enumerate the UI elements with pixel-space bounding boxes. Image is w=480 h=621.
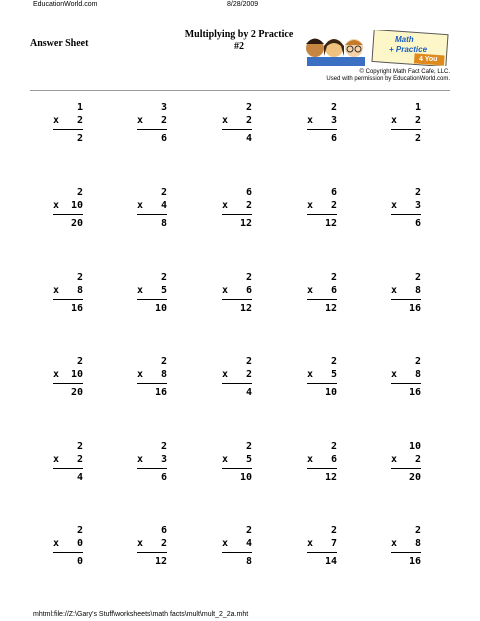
times-sign: x xyxy=(391,369,398,380)
answer: 20 xyxy=(408,472,421,483)
answer-line xyxy=(53,552,83,553)
answer: 12 xyxy=(324,303,337,314)
answer-line xyxy=(391,214,421,215)
multiplicand: 1 xyxy=(76,102,83,113)
answer: 20 xyxy=(70,218,83,229)
problem xyxy=(53,355,83,407)
multiplicand: 2 xyxy=(76,187,83,198)
multiplier: 8 xyxy=(414,285,421,296)
answer-line xyxy=(222,468,252,469)
answer: 14 xyxy=(324,556,337,567)
times-sign: x xyxy=(307,285,314,296)
problem xyxy=(137,186,167,238)
problem xyxy=(391,524,421,576)
problem xyxy=(391,271,421,323)
footer-path: mhtml:file://Z:\Gary's Stuff\worksheets\math facts\mult\mult_2_2a.mht xyxy=(33,611,249,618)
problem xyxy=(137,271,167,323)
times-sign: x xyxy=(53,538,60,549)
times-sign: x xyxy=(53,369,60,380)
copyright-line-1: © Copyright Math Fact Cafe, LLC. xyxy=(359,69,450,75)
answer-line xyxy=(307,552,337,553)
multiplier: 2 xyxy=(245,115,252,126)
title-line-2: #2 xyxy=(234,41,244,52)
times-sign: x xyxy=(222,285,229,296)
times-sign: x xyxy=(137,115,144,126)
problem xyxy=(222,186,252,238)
times-sign: x xyxy=(137,538,144,549)
times-sign: x xyxy=(222,369,229,380)
problem xyxy=(391,186,421,238)
multiplier: 2 xyxy=(330,200,337,211)
multiplier: 5 xyxy=(330,369,337,380)
answer-line xyxy=(137,552,167,553)
logo-text-1: Math xyxy=(395,35,414,44)
problem xyxy=(222,271,252,323)
times-sign: x xyxy=(391,200,398,211)
multiplier: 7 xyxy=(330,538,337,549)
multiplicand: 2 xyxy=(160,356,167,367)
answer-line xyxy=(137,468,167,469)
answer: 12 xyxy=(239,303,252,314)
problem xyxy=(307,440,337,492)
multiplicand: 3 xyxy=(160,102,167,113)
times-sign: x xyxy=(222,200,229,211)
multiplicand: 2 xyxy=(76,525,83,536)
multiplicand: 6 xyxy=(245,187,252,198)
copyright-line-2: Used with permission by EducationWorld.com. xyxy=(326,76,450,82)
times-sign: x xyxy=(222,115,229,126)
multiplicand: 2 xyxy=(245,441,252,452)
answer-line xyxy=(391,129,421,130)
multiplier: 2 xyxy=(245,200,252,211)
multiplier: 6 xyxy=(330,454,337,465)
answer-line xyxy=(53,468,83,469)
answer: 16 xyxy=(408,387,421,398)
problem xyxy=(137,101,167,153)
multiplicand: 2 xyxy=(76,356,83,367)
times-sign: x xyxy=(391,454,398,465)
problem xyxy=(53,524,83,576)
answer: 16 xyxy=(408,303,421,314)
problem xyxy=(391,355,421,407)
multiplicand: 6 xyxy=(160,525,167,536)
multiplicand: 2 xyxy=(414,356,421,367)
multiplicand: 2 xyxy=(76,441,83,452)
answer: 10 xyxy=(324,387,337,398)
problem xyxy=(53,440,83,492)
worksheet-title xyxy=(165,29,313,53)
answer: 12 xyxy=(324,218,337,229)
answer: 2 xyxy=(414,133,421,144)
times-sign: x xyxy=(137,285,144,296)
answer-line xyxy=(137,214,167,215)
problem xyxy=(307,524,337,576)
answer-line xyxy=(222,383,252,384)
times-sign: x xyxy=(137,200,144,211)
multiplier: 4 xyxy=(245,538,252,549)
multiplicand: 2 xyxy=(160,441,167,452)
times-sign: x xyxy=(307,538,314,549)
multiplicand: 2 xyxy=(160,187,167,198)
times-sign: x xyxy=(307,200,314,211)
answer-line xyxy=(307,214,337,215)
problem xyxy=(391,101,421,153)
answer: 20 xyxy=(70,387,83,398)
answer-line xyxy=(391,383,421,384)
multiplier: 0 xyxy=(76,538,83,549)
answer: 16 xyxy=(408,556,421,567)
times-sign: x xyxy=(137,369,144,380)
problem xyxy=(222,101,252,153)
answer: 8 xyxy=(160,218,167,229)
answer: 6 xyxy=(330,133,337,144)
print-date: 8/28/2009 xyxy=(227,1,259,8)
times-sign: x xyxy=(391,285,398,296)
answer-line xyxy=(307,383,337,384)
answer-line xyxy=(307,129,337,130)
answer: 12 xyxy=(239,218,252,229)
multiplier: 6 xyxy=(330,285,337,296)
multiplier: 4 xyxy=(160,200,167,211)
kids-illustration-icon xyxy=(306,39,365,67)
answer: 10 xyxy=(239,472,252,483)
multiplicand: 2 xyxy=(414,272,421,283)
answer: 2 xyxy=(76,133,83,144)
times-sign: x xyxy=(53,200,60,211)
times-sign: x xyxy=(307,369,314,380)
multiplicand: 1 xyxy=(414,102,421,113)
multiplicand: 2 xyxy=(245,272,252,283)
multiplier: 2 xyxy=(160,115,167,126)
multiplicand: 2 xyxy=(330,102,337,113)
multiplicand: 2 xyxy=(245,102,252,113)
multiplier: 2 xyxy=(76,454,83,465)
answer-line xyxy=(391,468,421,469)
times-sign: x xyxy=(53,454,60,465)
header-divider xyxy=(30,90,450,91)
multiplier: 8 xyxy=(76,285,83,296)
problem xyxy=(307,271,337,323)
problem xyxy=(137,355,167,407)
answer: 0 xyxy=(76,556,83,567)
times-sign: x xyxy=(137,454,144,465)
problem xyxy=(307,186,337,238)
multiplicand: 2 xyxy=(245,356,252,367)
answer-line xyxy=(53,299,83,300)
multiplier: 2 xyxy=(245,369,252,380)
site-name: EducationWorld.com xyxy=(33,1,98,8)
answer-line xyxy=(307,299,337,300)
answer: 16 xyxy=(70,303,83,314)
answer-line xyxy=(53,214,83,215)
answer-line xyxy=(137,299,167,300)
answer: 16 xyxy=(154,387,167,398)
answer-line xyxy=(222,299,252,300)
answer-line xyxy=(137,129,167,130)
answer-line xyxy=(391,552,421,553)
answer: 4 xyxy=(76,472,83,483)
multiplier: 8 xyxy=(160,369,167,380)
answer-line xyxy=(222,214,252,215)
answer-line xyxy=(222,129,252,130)
multiplicand: 6 xyxy=(330,187,337,198)
logo-text-2: + Practice xyxy=(389,45,428,54)
multiplier: 2 xyxy=(160,538,167,549)
multiplicand: 10 xyxy=(408,441,421,452)
multiplicand: 2 xyxy=(330,441,337,452)
multiplier: 3 xyxy=(330,115,337,126)
multiplicand: 2 xyxy=(76,272,83,283)
problem xyxy=(222,524,252,576)
multiplier: 3 xyxy=(160,454,167,465)
logo-text-3: 4 You xyxy=(419,56,438,63)
multiplier: 2 xyxy=(414,454,421,465)
problem xyxy=(222,355,252,407)
problem xyxy=(137,524,167,576)
problem xyxy=(137,440,167,492)
multiplier: 6 xyxy=(245,285,252,296)
answer-line xyxy=(222,552,252,553)
answer: 6 xyxy=(160,472,167,483)
multiplier: 8 xyxy=(414,369,421,380)
problem xyxy=(391,440,421,492)
problem xyxy=(53,186,83,238)
problem xyxy=(307,355,337,407)
multiplier: 2 xyxy=(414,115,421,126)
times-sign: x xyxy=(53,285,60,296)
math-practice-logo xyxy=(303,30,451,66)
problem xyxy=(53,271,83,323)
title-line-1: Multiplying by 2 Practice xyxy=(184,29,294,40)
multiplicand: 2 xyxy=(414,187,421,198)
answer: 6 xyxy=(414,218,421,229)
answer: 12 xyxy=(154,556,167,567)
answer-line xyxy=(391,299,421,300)
problem xyxy=(222,440,252,492)
multiplicand: 2 xyxy=(414,525,421,536)
answer-line xyxy=(307,468,337,469)
times-sign: x xyxy=(222,538,229,549)
multiplicand: 2 xyxy=(330,272,337,283)
times-sign: x xyxy=(391,115,398,126)
multiplicand: 2 xyxy=(330,356,337,367)
answer-line xyxy=(53,383,83,384)
times-sign: x xyxy=(222,454,229,465)
answer: 12 xyxy=(324,472,337,483)
multiplier: 5 xyxy=(245,454,252,465)
multiplier: 10 xyxy=(70,200,83,211)
problem xyxy=(307,101,337,153)
answer: 10 xyxy=(154,303,167,314)
answer: 6 xyxy=(160,133,167,144)
times-sign: x xyxy=(53,115,60,126)
multiplicand: 2 xyxy=(160,272,167,283)
answer-line xyxy=(137,383,167,384)
answer-line xyxy=(53,129,83,130)
multiplicand: 2 xyxy=(245,525,252,536)
multiplier: 2 xyxy=(76,115,83,126)
multiplicand: 2 xyxy=(330,525,337,536)
multiplier: 3 xyxy=(414,200,421,211)
times-sign: x xyxy=(391,538,398,549)
times-sign: x xyxy=(307,454,314,465)
multiplier: 8 xyxy=(414,538,421,549)
times-sign: x xyxy=(307,115,314,126)
multiplier: 5 xyxy=(160,285,167,296)
answer: 4 xyxy=(245,387,252,398)
answer: 4 xyxy=(245,133,252,144)
multiplier: 10 xyxy=(70,369,83,380)
copyright-note xyxy=(326,69,450,83)
problem xyxy=(53,101,83,153)
answer: 8 xyxy=(245,556,252,567)
answer-sheet-label: Answer Sheet xyxy=(30,38,89,49)
